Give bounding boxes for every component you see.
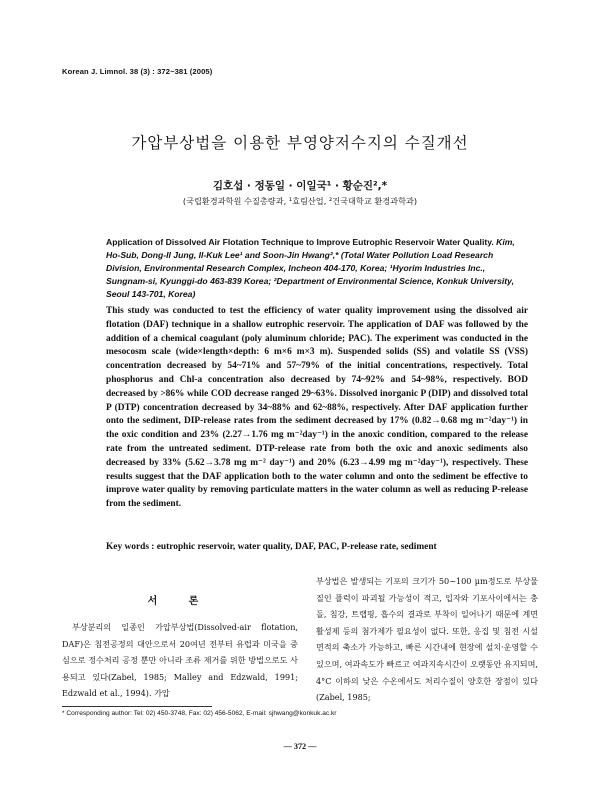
corresponding-author-footnote: * Corresponding author: Tel: 02) 450-3748, Fax: 02) 456-5062, E-mail: sjhwang@konkuk.ac.kr	[62, 710, 337, 717]
english-authors-affiliations: Kim, Ho-Sub, Dong-Il Jung, Il-Kuk Lee¹ and Soon-Jin Hwang²,* (Total Water Pollution Load Research Division, Environmental Research Complex, Incheon 404-170, Korea; ¹Hyorim Industries Inc., Sungnam-si, Kyunggi-do 463-839 Korea; ²Department of Environmental Science, Konkuk University, Seoul 143-701, Korea)	[106, 237, 515, 299]
english-title-block	[106, 236, 520, 301]
footnote-divider	[62, 706, 212, 707]
left-column	[62, 592, 298, 702]
right-column	[316, 573, 538, 706]
authors-korean: 김호섭 · 정동일 · 이일국¹ · 황순진²,*	[212, 180, 388, 192]
keywords: Key words : eutrophic reservoir, water quality, DAF, PAC, P-release rate, sediment	[106, 542, 437, 552]
affiliations-korean: (국립환경과학원 수질총량과, ¹효림산업, ²건국대학교 환경과학과)	[182, 196, 418, 206]
section-heading-introduction: 서 론	[147, 596, 213, 607]
paper-title-korean: 가압부상법을 이용한 부영양저수지의 수질개선	[131, 134, 469, 152]
intro-paragraph-right: 부상법은 발생되는 기포의 크기가 50~100 μm정도로 부상물질인 플럭이 파괴될 가능성이 적고, 입자와 기포사이에서는 충돌, 침강, 트랩핑, 흡수의 결과로 부착이 일어나기 때문에 계면활성제 등의 첨가제가 필요성이 없다. 또한, 응집 및 침전 시설면적의 축소가 가능하고, 빠른 시간내에 현장에 설치·운영할 수 있으며, 여과속도가 빠르고 여과지속시간이 오랫동안 유지되며, 4°C 이하의 낮은 수온에서도 처리수질이 양호한 장점이 있다(Zabel, 1985;	[316, 576, 538, 703]
english-title: Application of Dissolved Air Flotation Technique to Improve Eutrophic Reservoir Water Quality.	[106, 237, 494, 247]
intro-paragraph-left: 부상분리의 일종인 가압부상법(Dissolved-air flotation, DAF)은 침전공정의 대안으로서 20여년 전부터 유럽과 미국을 중심으로 정수처리 공정 뿐만 아니라 조류 제거를 위한 방법으로도 사용되고 있다(Zabel, 1985; Malley and Edzwald, 1991; Edzwald et al., 1994). 가압	[62, 622, 298, 699]
abstract: This study was conducted to test the efficiency of water quality improvement using the dissolved air flotation (DAF) technique in a shallow eutrophic reservoir. The application of DAF was followed by the addition of a chemical coagulant (poly aluminum chloride; PAC). The experiment was conducted in the mesocosm scale (wide×length×depth: 6 m×6 m×3 m). Suspended solids (SS) and volatile SS (VSS) concentration decreased by 54~71% and 57~79% of the initial concentrations, respectively. Total phosphorus and Chl-a concentration also decreased by 74~92% and 54~98%, respectively. BOD decreased by >86% while COD decrease ranged 29~63%. Dissolved inorganic P (DIP) and dissolved total P (DTP) concentration decreased by 34~88% and 62~88%, respectively. After DAF application further onto the sediment, DIP-release rates from the sediment decreased by 17% (0.82→0.68 mg m⁻²day⁻¹) in the oxic condition and 23% (2.27→1.76 mg m⁻²day⁻¹) in the anoxic condition, compared to the release rate from the untreated sediment. DTP-release rate from both the oxic and anoxic sediments also decreased by 33% (5.62→3.78 mg m⁻² day⁻¹) and 20% (6.23→4.99 mg m⁻²day⁻¹), respectively. These results suggest that the DAF application both to the water column and onto the sediment be effective to improve water quality by removing particulate matters in the water column as well as reducing P-release from the sediment.	[106, 306, 528, 510]
journal-citation: Korean J. Limnol. 38 (3) : 372~381 (2005)	[62, 67, 213, 76]
page-number: — 372 —	[283, 742, 317, 751]
